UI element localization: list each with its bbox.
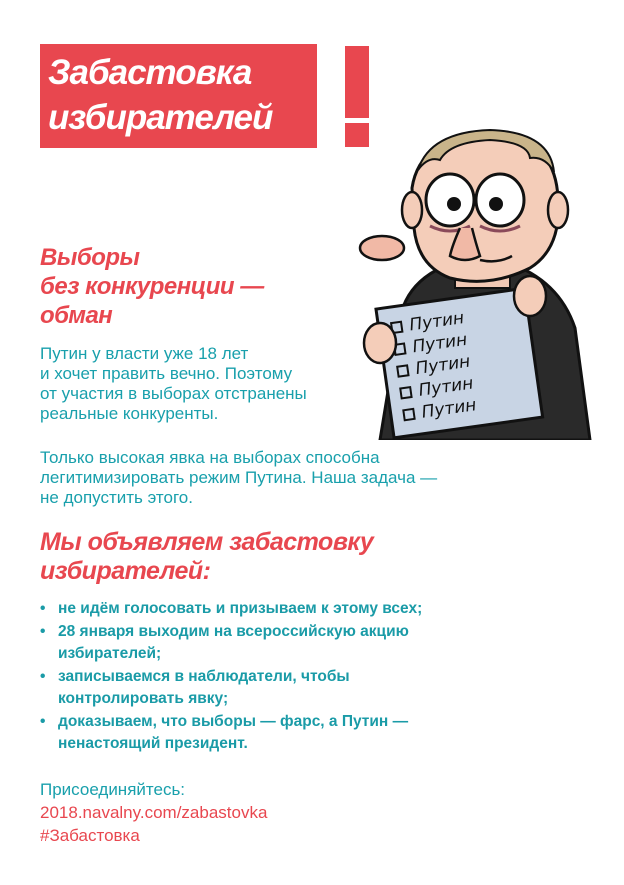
list-item: • не идём голосовать и призываем к этому всех; [40,598,422,621]
ballot-line-5: Путин [420,395,478,423]
paragraph-putin-in-power: Путин у власти уже 18 лет и хочет править вечно. Поэтому от участия в выборах отстранены реальные конкуренты. [40,344,307,423]
bullet-icon: • [40,667,46,685]
ballot-line-4: Путин [417,373,475,401]
hashtag: #Забастовка [40,826,140,845]
campaign-link[interactable]: 2018.navalny.com/zabastovka [40,803,268,822]
strike-actions-list [40,598,422,756]
title-line-2: избирателей [48,98,273,137]
list-item: • записываемся в наблюдатели, чтобы контролировать явку; [40,667,350,707]
bullet-icon: • [40,712,46,730]
ballot-line-1: Путин [408,308,466,336]
ballot-line-2: Путин [411,329,469,358]
list-item: • 28 января выходим на всероссийскую акцию избирателей; [40,622,409,662]
join-label: Присоединяйтесь: [40,780,186,799]
heading-elections-without-competition: Выборы без конкуренции — обман [40,244,264,329]
caricature-illustration [340,128,610,440]
exclamation-bar [345,46,369,118]
heading-voter-strike-declaration: Мы объявляем забастовку избирателей: [40,528,374,585]
list-item: • доказываем, что выборы — фарс, а Путин — ненастоящий президент. [40,712,409,752]
paragraph-turnout: Только высокая явка на выборах способна легитимизировать режим Путина. Наша задача — не допустить этого. [40,448,438,507]
title-banner [40,44,317,148]
ballot-line-3: Путин [414,351,472,380]
bullet-icon: • [40,622,46,640]
title-line-1: Забастовка [48,53,252,92]
footer [40,778,267,847]
bullet-icon: • [40,600,46,617]
